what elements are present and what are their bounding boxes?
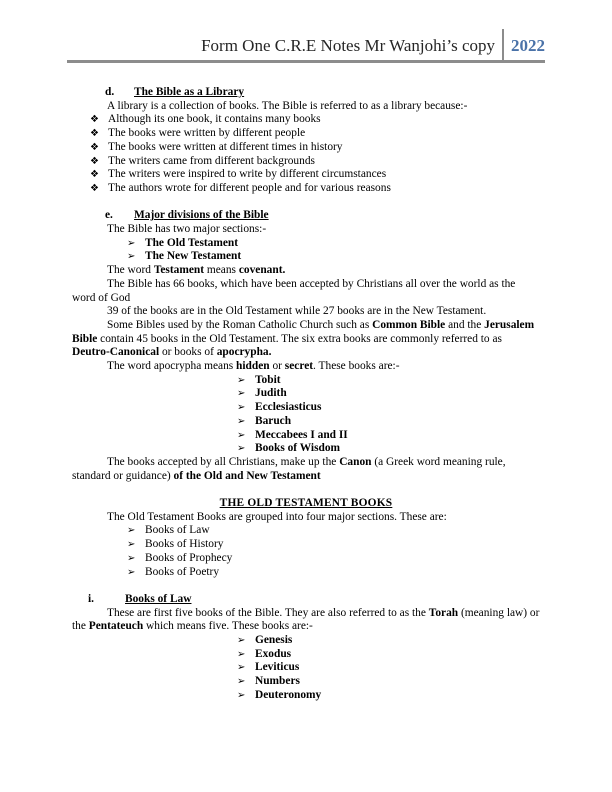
arrow-bullet-icon: ➢	[127, 539, 136, 551]
text-segment-bold: Jerusalem Bible	[72, 318, 535, 345]
arrow-bullet-icon: ➢	[237, 374, 246, 386]
list-item-text: Tobit	[255, 373, 281, 386]
list-item	[72, 374, 540, 388]
diamond-bullet-icon: ❖	[90, 114, 99, 126]
text-segment: means	[204, 264, 239, 277]
list-item	[72, 675, 540, 689]
list-item-text: The New Testament	[145, 250, 242, 263]
section-heading-books-of-law	[72, 593, 540, 607]
header-divider-line	[502, 29, 504, 60]
list-item	[72, 552, 540, 566]
blank-line	[72, 579, 540, 593]
list-item	[72, 661, 540, 675]
text-segment: . These books are:-	[313, 360, 400, 373]
text-segment: The word apocrypha means	[107, 360, 237, 373]
list-item	[72, 250, 540, 264]
text-segment: These are first five books of the Bible. They are also referred to as the	[107, 606, 429, 619]
text-segment: (a Greek word meaning rule, standard or guidance)	[72, 455, 506, 482]
section-title: The Bible as a Library	[134, 86, 245, 98]
arrow-bullet-icon: ➢	[237, 676, 246, 688]
canon-paragraph	[72, 456, 540, 483]
list-item-text: The writers came from different backgrounds	[108, 154, 315, 167]
list-item-text: Genesis	[255, 634, 293, 647]
arrow-bullet-icon: ➢	[237, 689, 246, 701]
list-item	[72, 648, 540, 662]
list-item	[72, 401, 540, 415]
arrow-bullet-icon: ➢	[237, 662, 246, 674]
list-item-text: Exodus	[255, 647, 292, 660]
section-title: Major divisions of the Bible	[134, 209, 269, 222]
text-segment: Some Bibles used by the Roman Catholic Church such as	[107, 318, 373, 331]
list-item-text: Books of Wisdom	[255, 442, 341, 455]
list-item	[72, 141, 540, 155]
text-segment: and the	[445, 318, 485, 331]
old-testament-books-heading: THE OLD TESTAMENT BOOKS	[219, 497, 393, 510]
arrow-bullet-icon: ➢	[127, 552, 136, 564]
arrow-bullet-icon: ➢	[127, 566, 136, 578]
arrow-bullet-icon: ➢	[237, 402, 246, 414]
section-letter: d.	[105, 86, 115, 98]
list-item-text: The Old Testament	[145, 236, 239, 249]
text-segment-bold: secret	[284, 360, 314, 373]
list-item-text: Books of Law	[145, 524, 210, 537]
text-segment: The books accepted by all Christians, make up the	[107, 455, 340, 468]
list-item	[72, 634, 540, 648]
text-segment-bold: Common Bible	[372, 318, 446, 331]
testaments-list	[72, 237, 540, 264]
blank-line	[72, 196, 540, 210]
text-segment: or books of	[159, 346, 217, 359]
text-segment-bold: Testament	[153, 264, 205, 277]
list-item-text: Books of History	[145, 538, 224, 551]
arrow-bullet-icon: ➢	[237, 443, 246, 455]
section-letter: e.	[105, 209, 113, 222]
diamond-bullet-icon: ❖	[90, 182, 99, 194]
diamond-bullet-icon: ❖	[90, 169, 99, 181]
arrow-bullet-icon: ➢	[237, 388, 246, 400]
list-item	[72, 566, 540, 580]
text-segment-bold: covenant.	[238, 264, 286, 277]
arrow-bullet-icon: ➢	[127, 525, 136, 537]
list-item-text: Books of Prophecy	[145, 551, 233, 564]
list-item	[72, 689, 540, 703]
header-title: Form One C.R.E Notes Mr Wanjohi’s copy	[201, 36, 495, 55]
document-body	[72, 86, 540, 703]
text-segment-bold: Deutro-Canonical	[72, 346, 160, 359]
text-segment-bold: Torah	[428, 606, 459, 619]
list-item	[72, 168, 540, 182]
ot-book-groups-list	[72, 524, 540, 579]
diamond-bullet-icon: ❖	[90, 155, 99, 167]
list-item-text: Meccabees I and II	[255, 428, 348, 441]
arrow-bullet-icon: ➢	[237, 429, 246, 441]
library-intro-paragraph: A library is a collection of books. The Bible is referred to as a library because:-	[107, 99, 468, 112]
list-item	[72, 538, 540, 552]
list-item	[72, 442, 540, 456]
list-item-text: Leviticus	[255, 661, 300, 674]
list-item	[72, 524, 540, 538]
list-item-text: Books of Poetry	[145, 565, 220, 578]
diamond-bullet-icon: ❖	[90, 141, 99, 153]
list-item	[72, 182, 540, 196]
apocrypha-meaning-paragraph	[72, 360, 540, 374]
list-item	[72, 113, 540, 127]
arrow-bullet-icon: ➢	[127, 237, 136, 249]
text-segment-bold: hidden	[236, 360, 270, 373]
ot-books-intro-paragraph: The Old Testament Books are grouped into four major sections. These are:	[107, 510, 447, 523]
list-item-text: Deuteronomy	[255, 688, 322, 701]
arrow-bullet-icon: ➢	[237, 415, 246, 427]
list-item	[72, 387, 540, 401]
books-of-law-intro-paragraph	[72, 607, 540, 634]
list-item-text: The authors wrote for different people and for various reasons	[108, 181, 391, 194]
sixty-six-books-paragraph: The Bible has 66 books, which have been accepted by Christians all over the world as the word of God	[72, 277, 516, 304]
list-item-text: Although its one book, it contains many books	[108, 113, 321, 126]
list-item-text: Baruch	[255, 414, 292, 427]
arrow-bullet-icon: ➢	[237, 635, 246, 647]
section-heading-major-divisions	[72, 209, 540, 223]
catholic-bibles-paragraph	[72, 319, 540, 360]
thirty-nine-books-paragraph: 39 of the books are in the Old Testament while 27 books are in the New Testament.	[107, 305, 487, 318]
text-segment: The word	[107, 264, 154, 277]
header-year: 2022	[511, 36, 545, 55]
arrow-bullet-icon: ➢	[127, 251, 136, 263]
list-item-text: Ecclesiasticus	[255, 401, 322, 414]
section-numeral: i.	[88, 592, 95, 605]
page-header	[67, 29, 545, 63]
apocrypha-books-list	[72, 374, 540, 456]
library-bullet-list	[72, 113, 540, 195]
text-segment-bold: apocrypha.	[216, 346, 272, 359]
text-segment-bold: Pentateuch	[88, 620, 144, 633]
list-item-text: Numbers	[255, 675, 300, 688]
text-segment: (meaning law) or the	[72, 606, 540, 633]
law-books-list	[72, 634, 540, 703]
list-item	[72, 237, 540, 251]
text-segment-bold: of the Old and New Testament	[173, 469, 321, 482]
diamond-bullet-icon: ❖	[90, 128, 99, 140]
text-segment: contain 45 books in the Old Testament. The six extra books are commonly referred to as	[97, 332, 502, 345]
list-item-text: The books were written by different people	[108, 127, 306, 140]
list-item	[72, 127, 540, 141]
list-item-text: Judith	[255, 387, 287, 400]
testament-meaning-paragraph	[72, 264, 540, 278]
blank-line	[72, 483, 540, 497]
text-segment: or	[269, 360, 285, 373]
section-heading-bible-as-library	[72, 86, 540, 100]
section-title: Books of Law	[125, 592, 192, 605]
list-item	[72, 155, 540, 169]
list-item	[72, 415, 540, 429]
divisions-intro-paragraph: The Bible has two major sections:-	[107, 223, 267, 236]
text-segment-bold: Canon	[339, 455, 372, 468]
arrow-bullet-icon: ➢	[237, 648, 246, 660]
list-item-text: The writers were inspired to write by different circumstances	[108, 168, 387, 181]
text-segment: which means five. These books are:-	[143, 620, 313, 633]
list-item-text: The books were written at different times in history	[108, 140, 343, 153]
list-item	[72, 429, 540, 443]
